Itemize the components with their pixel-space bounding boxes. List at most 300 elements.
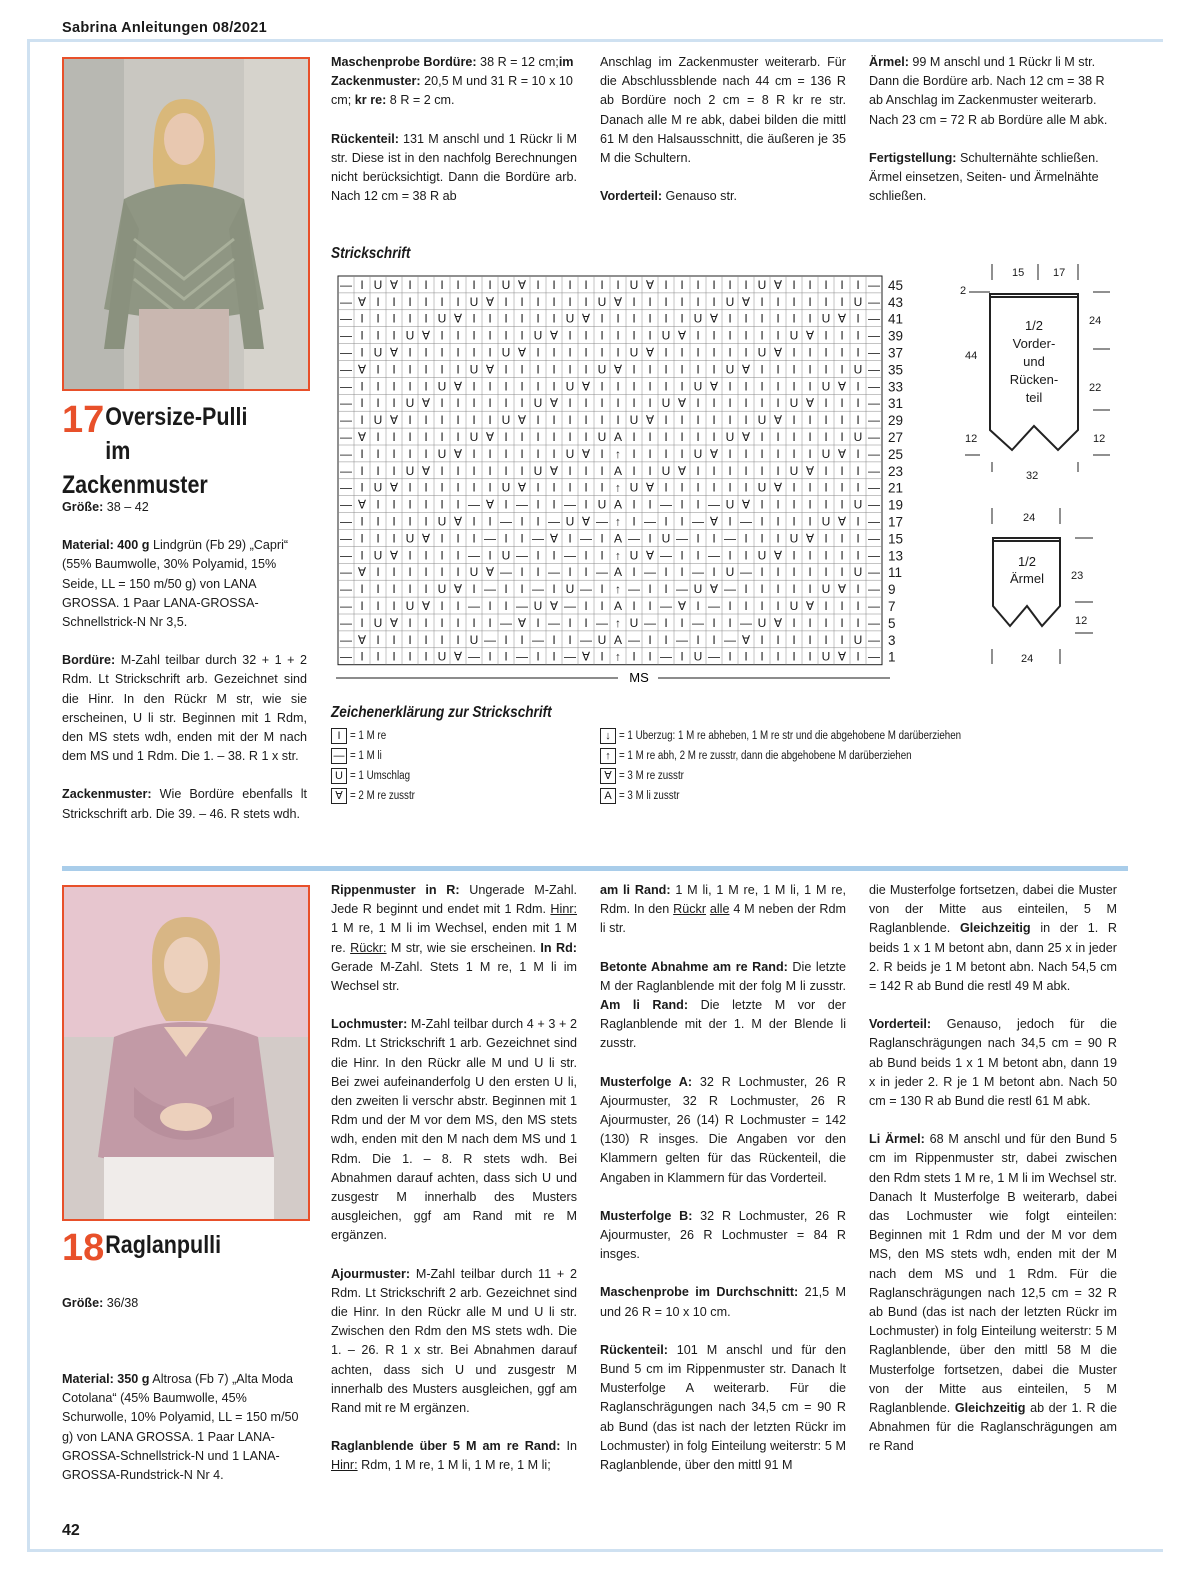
front-text: Genauso str. <box>662 189 737 204</box>
chart-symbol: I <box>504 396 508 411</box>
chart-symbol: I <box>440 497 444 512</box>
legend-item-p <box>331 746 426 766</box>
chart-symbol: I <box>696 294 700 309</box>
chart-symbol: I <box>392 514 396 529</box>
chart-symbol: I <box>392 311 396 326</box>
chart-symbol: — <box>868 446 880 461</box>
chart-symbol: I <box>760 497 764 512</box>
chart-symbol: ∀ <box>741 632 751 647</box>
simultaneously-label: Gleichzeitig <box>959 921 1031 936</box>
chart-symbol: ∀ <box>677 328 687 343</box>
chart-symbol: I <box>424 430 428 444</box>
chart-symbol: ∀ <box>421 396 431 411</box>
chart-symbol: I <box>440 531 444 546</box>
chart-symbol: I <box>840 615 844 630</box>
chart-symbol: I <box>552 446 556 461</box>
chart-symbol: I <box>424 632 428 647</box>
chart-symbol: ↑ <box>615 480 621 495</box>
legend-text: = 1 M re abh, 2 M re zusstr, dann die abgehobene M darüberziehen <box>619 750 912 762</box>
chart-symbol: I <box>520 396 524 411</box>
chart-symbol: I <box>536 311 540 326</box>
chart-symbol: I <box>776 463 780 478</box>
chart-symbol: I <box>584 480 588 495</box>
chart-symbol: I <box>824 345 828 360</box>
chart-symbol: I <box>680 277 684 292</box>
chart-symbol: I <box>504 632 508 647</box>
chart-symbol: I <box>536 379 540 394</box>
rib-hinr: Hinr: <box>550 902 578 917</box>
chart-symbol: I <box>712 565 716 580</box>
chart-symbol: ∀ <box>517 277 527 292</box>
chart-symbol: I <box>744 328 748 343</box>
ajour-text: M-Zahl teilbar durch 11 + 2 Rdm. Lt Strickschrift 2 arb. Gezeichnet sind die Hinr. In den Rückr alle M und U li str. Zwischen den Rdm den MS stets wdh. Die 1. – 26. R 1 x str. Bei Abnahmen darauf achten, dass sich U und zusgestr M innerhalb des Musters ausgleichen, ggf am Rand mit re M ergänzen. <box>331 1266 577 1416</box>
chart-symbol: — <box>484 632 496 647</box>
chart-symbol: I <box>408 565 412 580</box>
chart-symbol: I <box>744 582 748 597</box>
sleeve-label-2: Ärmel <box>1010 571 1044 586</box>
chart-symbol: ∀ <box>517 480 527 495</box>
chart-symbol: I <box>696 277 700 292</box>
chart-symbol: ∀ <box>805 531 815 546</box>
chart-symbol: ∀ <box>357 497 367 512</box>
chart-symbol: ∀ <box>677 396 687 411</box>
chart-symbol: U <box>853 430 863 444</box>
chart-symbol: I <box>408 294 412 309</box>
chart-symbol: I <box>760 328 764 343</box>
chart-symbol: I <box>376 396 380 411</box>
chart-symbol: I <box>728 379 732 394</box>
dim-left-zig: 12 <box>965 433 978 445</box>
p17-column-4 <box>869 53 1117 225</box>
chart-symbol: I <box>552 345 556 360</box>
chart-row-number: 25 <box>888 446 904 462</box>
chart-symbol: I <box>648 632 652 647</box>
chart-symbol: ∀ <box>773 480 783 495</box>
chart-symbol: — <box>596 565 608 580</box>
chart-symbol: I <box>440 362 444 377</box>
chart-symbol: I <box>712 480 716 495</box>
chart-symbol: I <box>472 615 476 630</box>
chart-symbol: I <box>792 548 796 563</box>
dim-height: 44 <box>965 350 978 362</box>
chart-symbol: — <box>516 497 528 512</box>
chart-symbol: I <box>648 362 652 377</box>
chart-symbol: I <box>776 632 780 647</box>
p17-column-left <box>62 498 307 843</box>
chart-symbol: I <box>456 632 460 647</box>
chart-symbol: I <box>712 430 716 444</box>
chart-symbol: ∀ <box>485 497 495 512</box>
chart-symbol: I <box>600 328 604 343</box>
chart-symbol: I <box>712 362 716 377</box>
photo-18-illustration <box>64 887 308 1219</box>
chart-row-number: 39 <box>888 328 904 344</box>
chart-symbol: I <box>488 396 492 411</box>
chart-symbol: I <box>808 294 812 309</box>
chart-symbol: I <box>472 582 476 597</box>
chart-symbol: ∀ <box>453 446 463 461</box>
chart-symbol: I <box>376 328 380 343</box>
chart-symbol: I <box>424 615 428 630</box>
chart-symbol: I <box>584 396 588 411</box>
dim-shoulder: 2 <box>960 285 967 297</box>
chart-symbol: I <box>792 430 796 444</box>
chart-symbol: ∀ <box>357 430 367 444</box>
chart-symbol: I <box>712 277 716 292</box>
chart-grid <box>338 276 882 665</box>
chart-symbol: I <box>424 548 428 563</box>
chart-symbol: I <box>520 514 524 529</box>
chart-symbol: ↑ <box>615 582 621 597</box>
rib-text-4: Gerade M-Zahl. Stets 1 M re, 1 M li im Wechsel str. <box>331 959 577 994</box>
chart-symbol: I <box>792 565 796 580</box>
chart-symbol: U <box>725 294 735 309</box>
border-text: M-Zahl teilbar durch 32 + 1 + 2 Rdm. Lt Strickschrift arb. Gezeichnet sind die Hinr. In den Rückr M str, wie sie erscheinen, U li str. Beginnen mit 1 Rdm, den MS stets wdh, enden mit der M nach dem MS und 1 Rdm. Die 1. – 38. R 1 x str. <box>62 653 307 764</box>
chart-symbol: I <box>488 379 492 394</box>
chart-symbol: U <box>629 480 639 495</box>
chart-symbol: I <box>648 311 652 326</box>
chart-symbol: I <box>792 294 796 309</box>
chart-symbol: — <box>468 548 480 563</box>
chart-symbol: I <box>840 463 844 478</box>
chart-symbol: I <box>776 362 780 377</box>
chart-symbol: A <box>613 632 623 647</box>
back-text: 101 M anschl und für den Bund 5 cm im Rippenmuster str. Danach lt Musterfolge A weiterarb. Für die Raglanschrägungen nach 34,5 cm = 90 R ab Bund (das ist nach der letzten Rückr im Lochmuster) in folg Einteilung weiterstr: 5 M Raglanblende, über den mittl 91 M <box>600 1342 846 1473</box>
chart-symbol: I <box>392 497 396 512</box>
chart-symbol: U <box>725 565 735 580</box>
chart-symbol: I <box>856 277 860 292</box>
chart-symbol: I <box>680 311 684 326</box>
chart-symbol: — <box>628 531 640 546</box>
chart-symbol: U <box>597 430 607 444</box>
title-17 <box>62 400 312 502</box>
chart-symbol: U <box>629 548 639 563</box>
chart-symbol: I <box>360 328 364 343</box>
chart-symbol: ↑ <box>615 446 621 461</box>
chart-symbol: I <box>584 548 588 563</box>
chart-symbol: I <box>808 430 812 444</box>
gauge-label-kr: kr re: <box>354 93 387 108</box>
chart-symbol: U <box>405 599 415 613</box>
chart-symbol: U <box>533 599 543 613</box>
chart-symbol: I <box>536 565 540 580</box>
chart-symbol: — <box>340 514 352 529</box>
p18-material <box>62 1370 312 1504</box>
chart-symbol: — <box>676 632 688 647</box>
chart-symbol: I <box>376 582 380 597</box>
chart-symbol: I <box>792 582 796 597</box>
chart-symbol: I <box>456 396 460 411</box>
legend-left <box>331 726 426 806</box>
chart-symbol: I <box>680 514 684 529</box>
chart-symbol: I <box>696 430 700 444</box>
chart-symbol: I <box>392 565 396 580</box>
chart-symbol: — <box>868 565 880 580</box>
chart-symbol: I <box>744 599 748 613</box>
size-value: 38 – 42 <box>103 500 149 514</box>
chart-symbol: — <box>692 615 704 630</box>
raglan-band-label: Raglanblende über 5 M am re Rand: <box>331 1439 561 1454</box>
chart-symbol: I <box>808 446 812 461</box>
chart-symbol: ∀ <box>453 514 463 529</box>
chart-symbol: — <box>708 649 720 664</box>
chart-symbol: I <box>856 413 860 428</box>
chart-row-number: 1 <box>888 649 896 665</box>
legend-item-yo <box>331 766 426 786</box>
chart-symbol: I <box>600 548 604 563</box>
chart-symbol: I <box>856 379 860 394</box>
chart-symbol: I <box>696 463 700 478</box>
chart-symbol: — <box>516 649 528 664</box>
legend-item-k3tog <box>600 766 1021 786</box>
chart-symbol: — <box>532 531 544 546</box>
chart-symbol: I <box>712 615 716 630</box>
chart-symbol: I <box>520 565 524 580</box>
chart-symbol: — <box>676 531 688 546</box>
chart-symbol: I <box>760 632 764 647</box>
chart-row-number: 11 <box>888 565 903 581</box>
legend-symbol: ∀ <box>600 768 616 784</box>
chart-symbol: I <box>488 277 492 292</box>
chart-symbol: I <box>696 599 700 613</box>
chart-symbol: I <box>360 480 364 495</box>
chart-symbol: I <box>584 463 588 478</box>
chart-symbol: I <box>728 615 732 630</box>
chart-symbol: I <box>792 362 796 377</box>
chart-symbol: I <box>392 362 396 377</box>
sleeve-dim-bottom: 24 <box>1021 653 1034 665</box>
chart-symbol: I <box>792 497 796 512</box>
chart-symbol: U <box>789 463 799 478</box>
chart-symbol: I <box>600 413 604 428</box>
chart-symbol: I <box>376 531 380 546</box>
chart-symbol: ∀ <box>453 649 463 664</box>
decrease-label: Betonte Abnahme am re Rand: <box>600 959 788 974</box>
chart-symbol: I <box>808 649 812 664</box>
chart-symbol: I <box>776 599 780 613</box>
chart-symbol: I <box>584 599 588 613</box>
chart-symbol: I <box>776 582 780 597</box>
chart-symbol: I <box>680 615 684 630</box>
section-divider <box>62 866 1128 871</box>
chart-symbol: U <box>693 446 703 461</box>
chart-symbol: ∀ <box>805 463 815 478</box>
chart-symbol: I <box>504 463 508 478</box>
chart-symbol: I <box>552 413 556 428</box>
chart-symbol: I <box>408 548 412 563</box>
chart-symbol: ∀ <box>837 649 847 664</box>
chart-symbol: I <box>568 565 572 580</box>
sleeve-dim-zig: 12 <box>1075 615 1088 627</box>
chart-symbol: I <box>648 294 652 309</box>
chart-symbol: I <box>824 565 828 580</box>
chart-symbol: I <box>856 396 860 411</box>
chart-symbol: I <box>664 345 668 360</box>
chart-symbol: I <box>568 531 572 546</box>
photo-17-illustration <box>64 59 308 389</box>
chart-symbol: I <box>472 379 476 394</box>
chart-symbol: I <box>360 379 364 394</box>
chart-symbol: I <box>360 413 364 428</box>
chart-symbol: — <box>868 548 880 563</box>
chart-symbol: U <box>853 294 863 309</box>
chart-symbol: I <box>456 413 460 428</box>
gauge-label-zigzag: im Zackenmuster: <box>331 55 574 89</box>
chart-symbol: — <box>340 632 352 647</box>
p18-column-4 <box>869 881 1117 1476</box>
chart-symbol: I <box>392 446 396 461</box>
size-label: Größe: <box>62 1296 104 1310</box>
chart-symbol: — <box>676 582 688 597</box>
chart-symbol: I <box>376 311 380 326</box>
chart-symbol: — <box>564 548 576 563</box>
chart-symbol: I <box>584 328 588 343</box>
chart-symbol: ∀ <box>709 582 719 597</box>
chart-symbol: — <box>724 632 736 647</box>
chart-symbol: I <box>808 548 812 563</box>
chart-symbol: U <box>373 277 383 292</box>
chart-symbol: I <box>648 446 652 461</box>
chart-symbol: U <box>597 294 607 309</box>
legend-text: = 2 M re zusstr <box>350 790 415 802</box>
chart-symbol: I <box>392 649 396 664</box>
chart-symbol: ∀ <box>389 277 399 292</box>
chart-symbol: I <box>408 514 412 529</box>
body-label-4: Rücken- <box>1009 372 1059 387</box>
material-text: Lindgrün (Fb 29) „Capri“ (55% Baumwolle, 30% Polyamid, 15% Seide, LL = 150 m/50 g) von LANA GROSSA. 1 Paar LANA-GROSSA-Schnellstrick-N Nr 3,5. <box>62 538 289 630</box>
chart-symbol: I <box>408 480 412 495</box>
chart-symbol: U <box>469 430 479 444</box>
chart-symbol: U <box>437 582 447 597</box>
chart-symbol: I <box>424 379 428 394</box>
chart-symbol: I <box>440 430 444 444</box>
chart-symbol: I <box>600 396 604 411</box>
chart-symbol: I <box>440 565 444 580</box>
chart-symbol: ∀ <box>549 328 559 343</box>
chart-symbol: I <box>472 463 476 478</box>
rib-label-2: In Rd: <box>540 940 577 955</box>
chart-symbol: U <box>373 548 383 563</box>
chart-symbol: I <box>840 362 844 377</box>
chart-symbol: I <box>824 632 828 647</box>
chart-row-number: 21 <box>888 480 904 496</box>
chart-symbol: I <box>632 396 636 411</box>
chart-symbol: — <box>564 649 576 664</box>
chart-symbol: U <box>789 396 799 411</box>
chart-symbol: I <box>552 480 556 495</box>
chart-symbol: I <box>824 277 828 292</box>
page-frame-bottom <box>27 1549 1163 1552</box>
chart-symbol: I <box>680 362 684 377</box>
chart-row-number: 9 <box>888 582 896 598</box>
chart-symbol: I <box>664 311 668 326</box>
chart-symbol: — <box>532 632 544 647</box>
chart-symbol: I <box>360 514 364 529</box>
legend-symbol: — <box>331 748 347 764</box>
chart-symbol: I <box>408 497 412 512</box>
chart-symbol: ∀ <box>709 311 719 326</box>
sleeve-text-2: ab der 1. R die Abnahmen für die Raglanschrägungen am re Rand <box>869 1401 1117 1454</box>
chart-symbol: A <box>613 430 623 444</box>
photo-18 <box>62 885 310 1221</box>
chart-symbol: I <box>808 582 812 597</box>
chart-symbol: I <box>632 311 636 326</box>
zigzag-text: Wie Bordüre ebenfalls lt Strickschrift arb. Die 39. – 46. R stets wdh. <box>62 787 307 821</box>
sleeve-label: Li Ärmel: <box>869 1132 925 1147</box>
chart-symbol: I <box>536 615 540 630</box>
pattern-title-17-line2: im Zackenmuster <box>62 437 208 499</box>
chart-symbol: I <box>664 514 668 529</box>
page-frame-top <box>27 39 1163 42</box>
chart-symbol: I <box>760 599 764 613</box>
chart-symbol: ∀ <box>581 514 591 529</box>
chart-symbol: ∀ <box>645 480 655 495</box>
chart-row-number: 13 <box>888 548 904 564</box>
chart-symbol: I <box>408 446 412 461</box>
chart-symbol: ∀ <box>741 362 751 377</box>
chart-symbol: U <box>437 514 447 529</box>
chart-symbol: — <box>660 599 672 613</box>
chart-symbol: I <box>584 413 588 428</box>
chart-symbol: I <box>424 446 428 461</box>
raglan-band-text: Rdm, 1 M re, 1 M li, 1 M re, 1 M li; <box>357 1458 551 1473</box>
chart-symbol: I <box>584 345 588 360</box>
chart-symbol: ∀ <box>581 311 591 326</box>
chart-symbol: I <box>600 649 604 664</box>
chart-symbol: U <box>821 311 831 326</box>
chart-symbol: I <box>456 345 460 360</box>
chart-symbol: I <box>840 565 844 580</box>
chart-symbol: — <box>692 514 704 529</box>
chart-symbol: I <box>696 632 700 647</box>
chart-symbol: — <box>340 362 352 377</box>
chart-symbol: I <box>728 649 732 664</box>
chart-symbol: I <box>424 311 428 326</box>
body-label-3: und <box>1023 354 1045 369</box>
chart-symbol: I <box>440 294 444 309</box>
chart-symbol: I <box>488 345 492 360</box>
chart-symbol: U <box>533 463 543 478</box>
chart-symbol: I <box>504 649 508 664</box>
chart-symbol: I <box>360 311 364 326</box>
chart-symbol: I <box>792 514 796 529</box>
legend-item-sk2p <box>600 746 1021 766</box>
chart-symbol: U <box>693 582 703 597</box>
chart-symbol: — <box>340 463 352 478</box>
chart-symbol: — <box>340 430 352 444</box>
chart-symbol: I <box>856 514 860 529</box>
chart-symbol: I <box>856 531 860 546</box>
chart-symbol: I <box>520 632 524 647</box>
chart-symbol: I <box>424 480 428 495</box>
chart-row-number: 7 <box>888 599 896 614</box>
legend-item-ssk <box>600 726 1021 746</box>
chart-symbol: — <box>708 548 720 563</box>
chart-symbol: — <box>340 396 352 411</box>
chart-symbol: I <box>568 480 572 495</box>
chart-symbol: — <box>868 379 880 394</box>
chart-symbol: — <box>500 565 512 580</box>
chart-symbol: I <box>744 446 748 461</box>
chart-symbol: — <box>708 497 720 512</box>
legend-title: Zeichenerklärung zur Strickschrift <box>331 704 552 721</box>
chart-symbol: — <box>340 379 352 394</box>
chart-symbol: I <box>680 446 684 461</box>
chart-symbol: ∀ <box>581 379 591 394</box>
chart-symbol: I <box>472 446 476 461</box>
chart-symbol: I <box>696 345 700 360</box>
chart-symbol: — <box>740 514 752 529</box>
